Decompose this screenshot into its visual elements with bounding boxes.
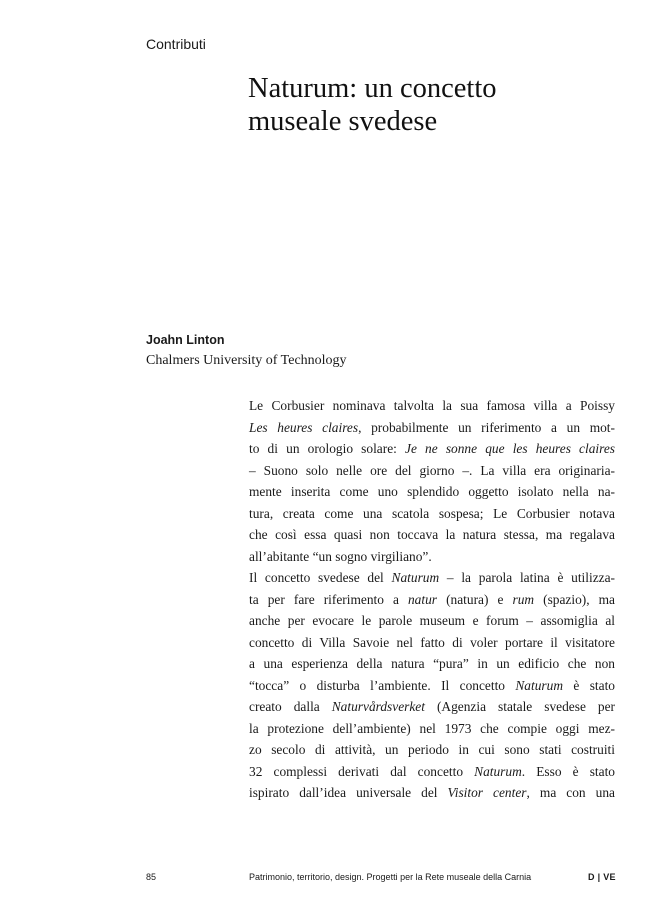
body-line [249, 632, 615, 654]
text-run: che così essa quasi non toccava la natura stessa, ma regalava [249, 527, 615, 542]
body-line [249, 460, 615, 482]
body-line [249, 739, 615, 761]
text-run: ta per fare riferimento a [249, 591, 408, 607]
text-run: (spazio), ma [534, 591, 615, 607]
italic-text: natur [407, 591, 438, 607]
body-line [249, 481, 615, 503]
text-run: tura, creata come una scatola sospesa; Le Corbusier notava [249, 505, 615, 521]
text-run: all’abitante “un sogno virgiliano”. [249, 548, 432, 564]
body-line [249, 589, 615, 611]
text-run: zo secolo di attività, un periodo in cui sono stati costruiti [249, 742, 615, 757]
italic-text: Je ne sonne que les heures claires [405, 441, 615, 456]
text-run: ispirato dall’idea universale del [249, 785, 448, 800]
body-line [249, 395, 615, 417]
body-line [249, 653, 615, 675]
body-line [249, 417, 615, 439]
text-run: mente inserita come uno splendido oggetto isolato nella na- [249, 484, 615, 499]
body-line [249, 761, 615, 783]
italic-text: rum [512, 591, 535, 607]
article-title-line-2: museale svedese [248, 106, 438, 137]
text-run: creato dalla [249, 699, 332, 714]
article-body [249, 395, 615, 804]
body-line [249, 546, 615, 568]
italic-text: Naturum [474, 763, 522, 779]
italic-text: Visitor center [447, 785, 527, 800]
author-affiliation: Chalmers University of Technology [146, 353, 347, 368]
text-run: è stato [563, 677, 615, 693]
text-run: 32 complessi derivati dal concetto [249, 763, 475, 779]
body-line [249, 782, 615, 804]
text-run: anche per evocare le parole museum e forum – assomiglia al [249, 613, 615, 628]
text-run: Le Corbusier nominava talvolta la sua famosa villa a Poissy [249, 398, 615, 413]
text-run: . Esso è stato [521, 763, 615, 779]
publisher-logo: D | VE [588, 872, 616, 882]
text-run: (Agenzia statale svedese per [424, 699, 615, 714]
text-run: – Suono solo nelle ore del giorno –. La villa era originaria- [249, 462, 615, 478]
text-run: , probabilmente un riferimento a un mot- [358, 419, 615, 435]
body-line [249, 696, 615, 718]
italic-text: Naturum [515, 677, 563, 693]
text-run: , ma con una [526, 785, 615, 800]
body-line [249, 718, 615, 740]
text-run: (natura) e [437, 591, 513, 607]
body-line [249, 524, 615, 546]
text-run: “tocca” o disturba l’ambiente. Il concetto [249, 677, 516, 693]
italic-text: Naturvårdsverket [331, 699, 425, 714]
text-run: a una esperienza della natura “pura” in un edificio che non [249, 656, 615, 671]
article-title [248, 72, 608, 138]
page-number: 85 [146, 872, 157, 882]
section-label: Contributi [146, 36, 206, 52]
author-name: Joahn Linton [146, 333, 225, 347]
italic-text: Naturum [391, 570, 440, 585]
body-line [249, 567, 615, 589]
body-line [249, 438, 615, 460]
text-run: to di un orologio solare: [249, 441, 406, 456]
running-footer-title: Patrimonio, territorio, design. Progetti per la Rete museale della Carnia [249, 872, 532, 882]
body-line [249, 503, 615, 525]
text-run: la protezione dell’ambiente) nel 1973 che compie oggi mez- [249, 720, 615, 736]
body-line [249, 675, 615, 697]
text-run: Il concetto svedese del [249, 570, 392, 585]
italic-text: Les heures claires [249, 419, 359, 435]
text-run: – la parola latina è utilizza- [439, 570, 615, 585]
text-run: concetto di Villa Savoie nel fatto di voler portare il visitatore [249, 634, 615, 650]
article-title-line-1: Naturum: un concetto [248, 73, 497, 104]
body-line [249, 610, 615, 632]
